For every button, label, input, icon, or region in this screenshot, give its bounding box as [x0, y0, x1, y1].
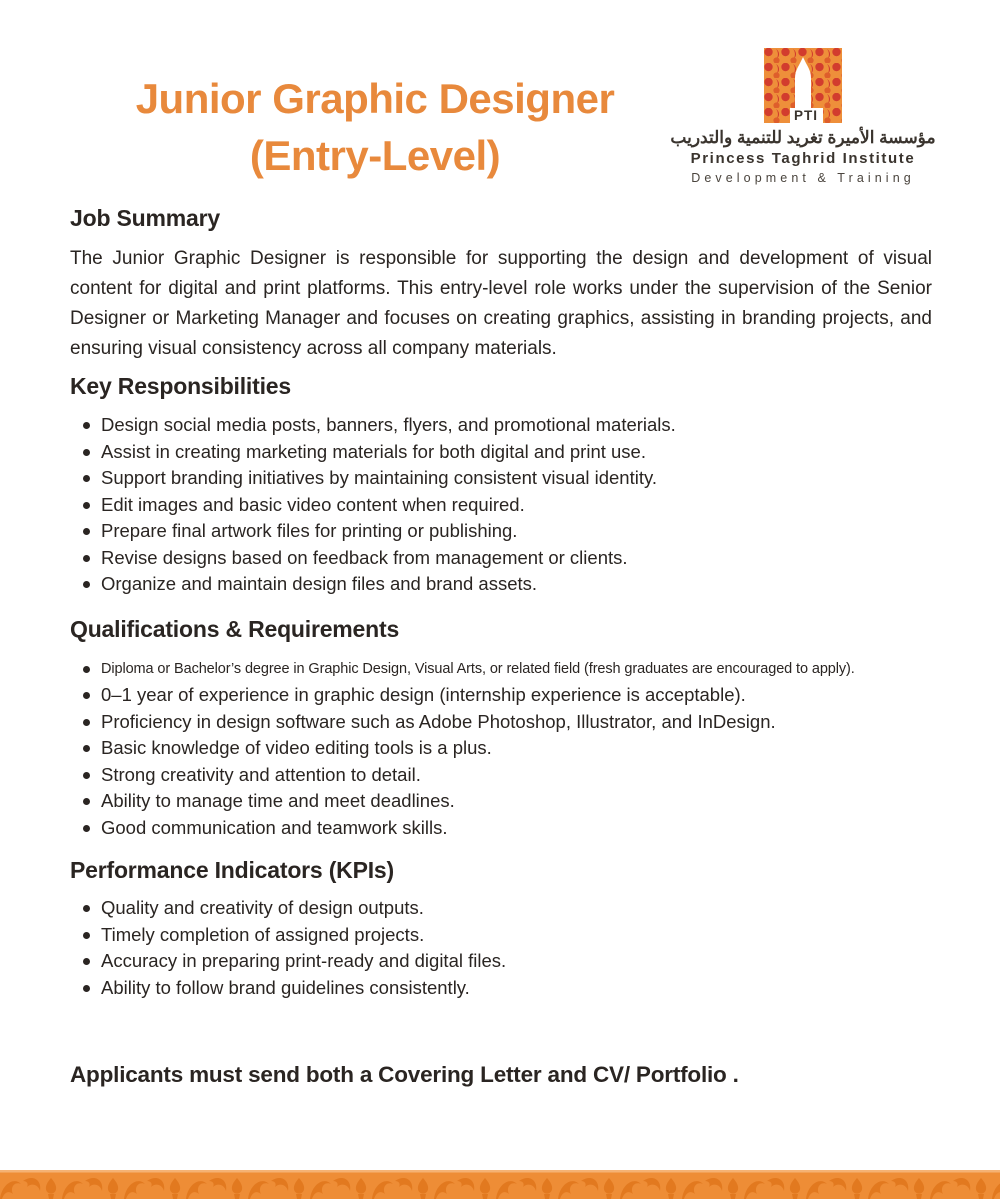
logo-acronym: PTI	[793, 108, 819, 123]
list-item: Assist in creating marketing materials for both digital and print use.	[70, 439, 932, 466]
list-item: Diploma or Bachelor’s degree in Graphic Design, Visual Arts, or related field (fresh graduates are encouraged to apply).	[70, 656, 932, 683]
logo-tagline: Development & Training	[691, 171, 915, 185]
list-item: Ability to follow brand guidelines consistently.	[70, 975, 932, 1002]
list-item: Support branding initiatives by maintaining consistent visual identity.	[70, 465, 932, 492]
kpi-list	[70, 895, 932, 1001]
list-item: Good communication and teamwork skills.	[70, 815, 932, 842]
logo-arabic-name: مؤسسة الأميرة تغريد للتنمية والتدريب	[670, 128, 936, 147]
list-item: Organize and maintain design files and brand assets.	[70, 571, 932, 598]
list-item: Basic knowledge of video editing tools is a plus.	[70, 735, 932, 762]
list-item: Accuracy in preparing print-ready and digital files.	[70, 948, 932, 975]
section-heading-qualifications: Qualifications & Requirements	[70, 615, 400, 642]
list-item: Design social media posts, banners, flyers, and promotional materials.	[70, 412, 932, 439]
document-body	[70, 205, 932, 1001]
list-item: Proficiency in design software such as Adobe Photoshop, Illustrator, and InDesign.	[70, 709, 932, 736]
section-heading-key-responsibilities: Key Responsibilities	[70, 373, 291, 399]
pti-logo-icon	[764, 48, 842, 125]
list-item: Revise designs based on feedback from management or clients.	[70, 545, 932, 572]
section-heading-kpis: Performance Indicators (KPIs)	[70, 857, 394, 883]
pti-logo	[670, 48, 936, 187]
decorative-border	[0, 1170, 1000, 1199]
list-item: Ability to manage time and meet deadlines.	[70, 788, 932, 815]
page-title-line1: Junior Graphic Designer	[135, 75, 615, 122]
key-responsibilities-list	[70, 412, 932, 598]
list-item: 0–1 year of experience in graphic design (internship experience is acceptable).	[70, 682, 932, 709]
applicants-note: Applicants must send both a Covering Letter and CV/ Portfolio .	[70, 1062, 739, 1087]
list-item: Edit images and basic video content when required.	[70, 492, 932, 519]
list-item: Quality and creativity of design outputs.	[70, 895, 932, 922]
logo-institute-name: Princess Taghrid Institute	[690, 150, 916, 167]
list-item: Timely completion of assigned projects.	[70, 922, 932, 949]
page-title-line2: (Entry-Level)	[249, 132, 501, 179]
section-heading-job-summary: Job Summary	[70, 205, 220, 231]
list-item: Prepare final artwork files for printing or publishing.	[70, 518, 932, 545]
list-item: Strong creativity and attention to detail.	[70, 762, 932, 789]
job-summary-paragraph: The Junior Graphic Designer is responsible for supporting the design and development of visual content for digital and print platforms. This entry-level role works under the supervision of the Senior Designer or Marketing Manager and focuses on creating graphics, assisting in branding projects, and ensuring visual consistency across all company materials.	[70, 248, 932, 359]
page-title	[70, 70, 680, 184]
qualifications-list	[70, 656, 932, 842]
